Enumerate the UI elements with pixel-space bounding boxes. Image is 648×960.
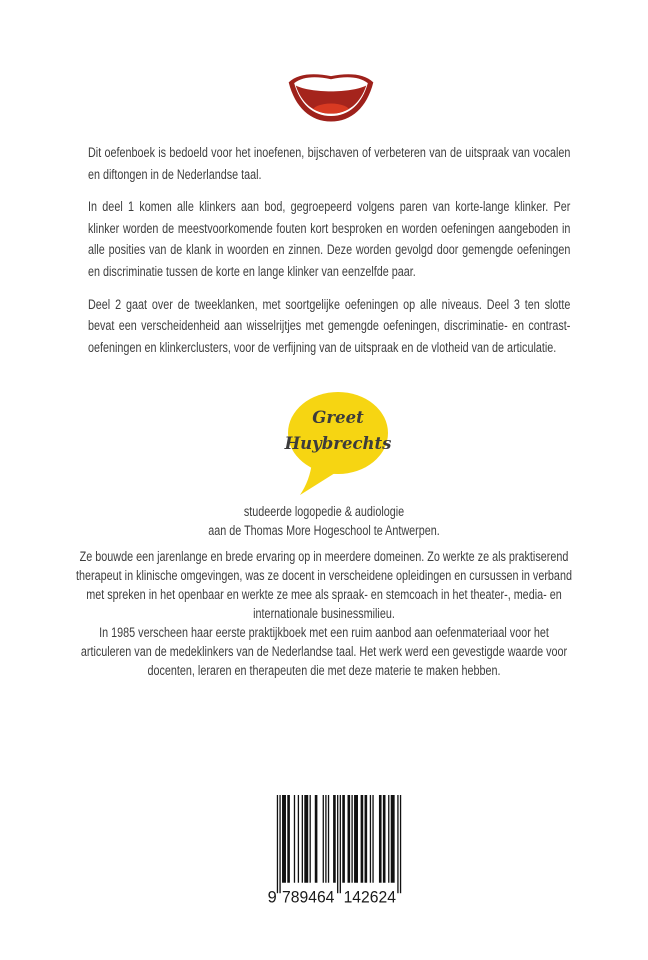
author-bio-paragraph: In 1985 verscheen haar eerste praktijkboek met een ruim aanbod aan oefenmateriaal voor het articuleren van de medeklinkers van de Nederlandse taal. Het werk werd een gevestigde waarde voor docenten, leraren en therapeuten die met deze materie te maken hebben.: [80, 625, 568, 678]
isbn-barcode: [266, 795, 412, 905]
intro-paragraph: Deel 2 gaat over de tweeklanken, met soortgelijke oefeningen op alle niveaus. Deel 3 ten slotte bevat een verscheidenheid aan wisselrijtjes met gemengde oefeningen, discriminatie- en contrast-oefeningen en klinkerclusters, voor de verfijning van de uitspraak en de vlotheid van de articulatie.: [88, 296, 571, 355]
author-first-name: Greet: [312, 408, 364, 427]
author-last-name: Huybrechts: [284, 434, 392, 453]
isbn-right-group: 142624: [343, 888, 396, 905]
credentials-line: studeerde logopedie & audiologie: [243, 504, 405, 519]
author-credentials: [74, 502, 574, 540]
isbn-left-group: 789464: [282, 888, 335, 905]
credentials-line: aan de Thomas More Hogeschool te Antwerpen.: [208, 523, 440, 538]
isbn-first-digit: 9: [267, 888, 277, 905]
intro-paragraph: In deel 1 komen alle klinkers aan bod, gegroepeerd volgens paren van korte-lange klinker. Per klinker worden de meestvoorkomende fouten kort besproken en worden oefeningen aangeboden in alle posities van de klank in woorden en zinnen. Deze worden gevolgd door gemengde oefeningen en discriminatie tussen de korte en lange klinker van eenzelfde paar.: [88, 199, 571, 279]
author-bio-block: [74, 547, 574, 623]
author-bio-block: [74, 623, 574, 680]
intro-paragraph: Dit oefenboek is bedoeld voor het inoefenen, bijschaven of verbeteren van de uitspraak van vocalen en diftongen in de Nederlandse taal.: [88, 145, 571, 182]
author-name: [284, 405, 392, 457]
intro-text-block: [88, 142, 570, 369]
barcode-bars: [277, 795, 401, 893]
mouth-icon: [284, 66, 378, 130]
author-bio-paragraph: Ze bouwde een jarenlange en brede ervaring op in meerdere domeinen. Zo werkte ze als praktiserend therapeut in klinische omgevingen, was ze docent in verscheidene opleidingen en cursussen in verband met spreken in het openbaar en werkte ze mee als spraak- en stemcoach in het theater-, media- en internationale businessmilieu.: [76, 549, 572, 621]
